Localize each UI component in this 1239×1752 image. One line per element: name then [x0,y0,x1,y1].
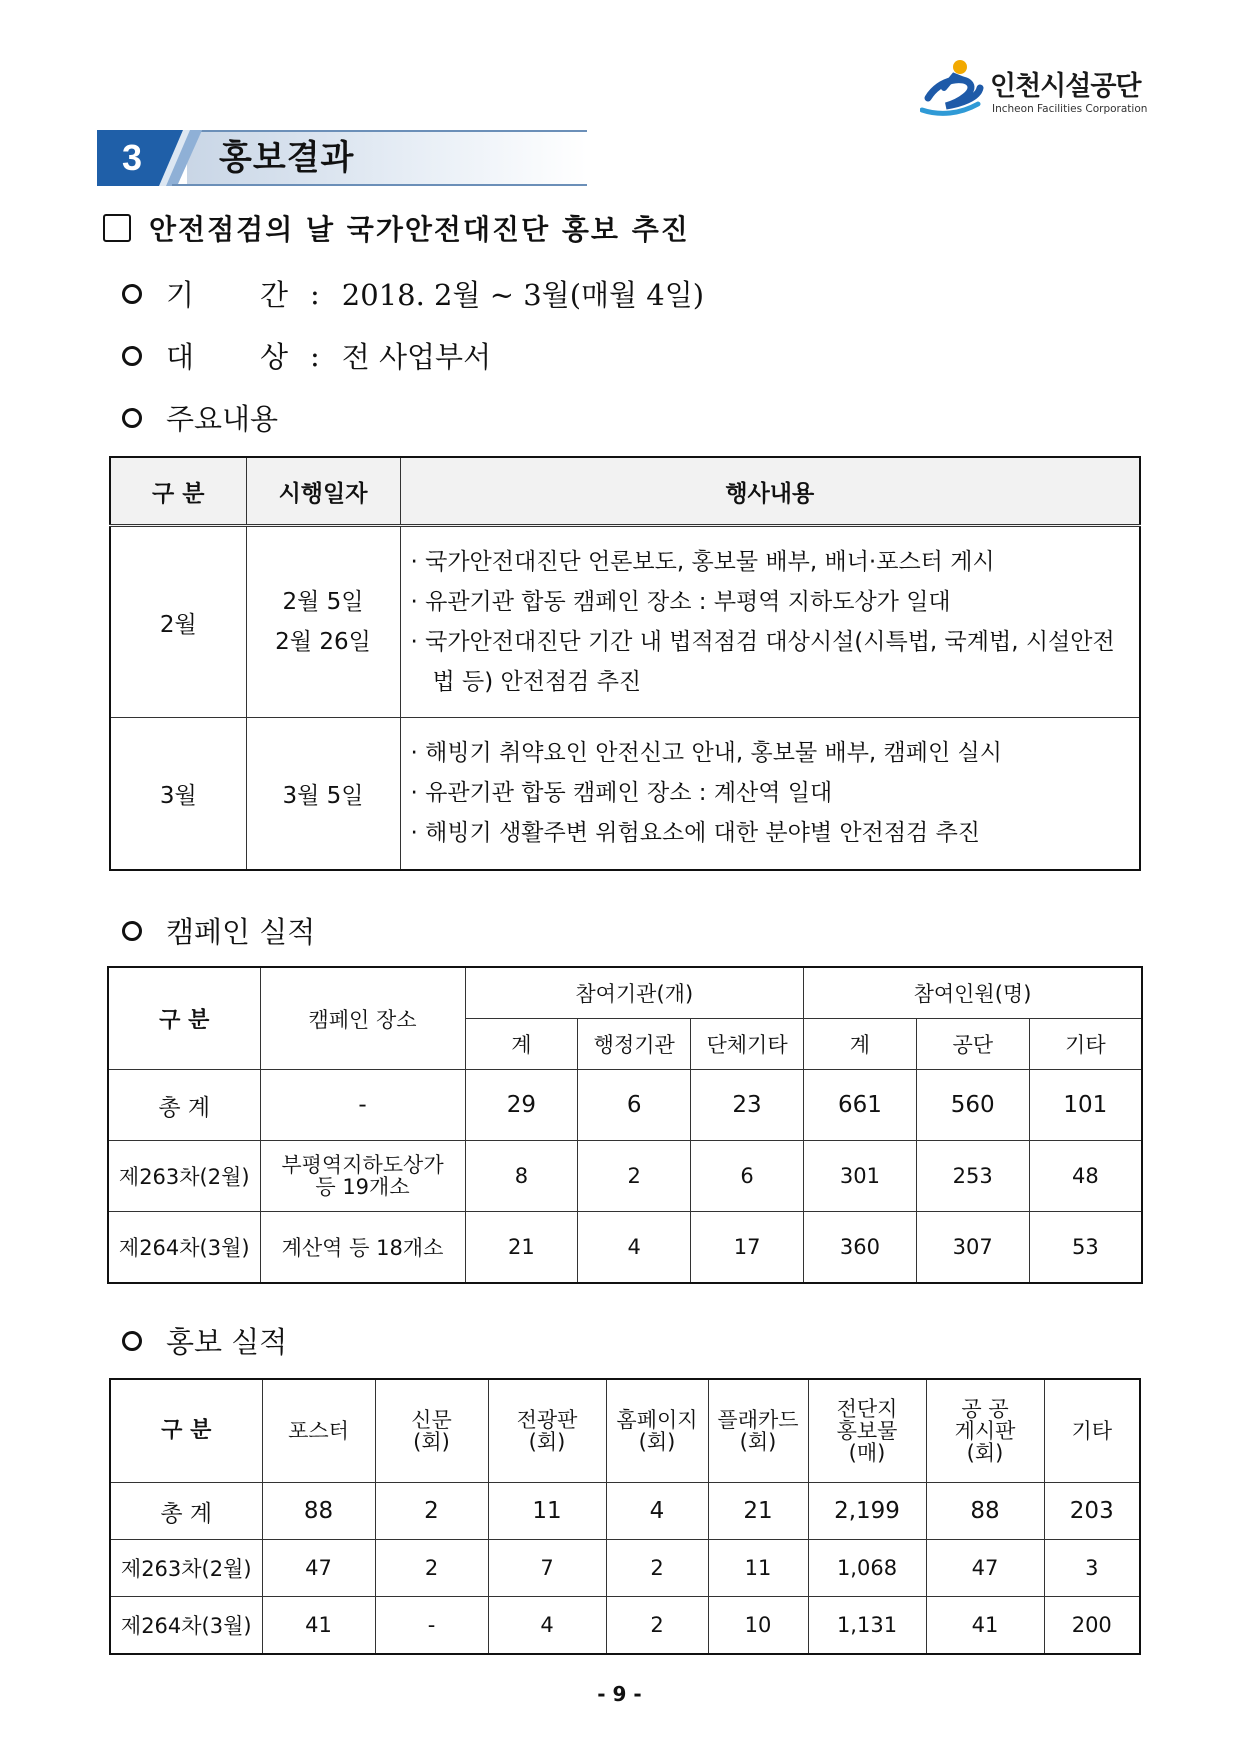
header-category: 구 분 [110,1379,262,1483]
cell: 203 [1044,1483,1140,1540]
row-dates [246,718,400,870]
table-row [110,1483,1140,1540]
cell: 1,131 [808,1597,926,1655]
cell: 47 [262,1540,375,1597]
main-content-label: 주요내용 [166,402,279,436]
cell: - [375,1597,488,1655]
heading-text: 안전점검의 날 국가안전대진단 홍보 추진 [149,213,690,246]
circle-bullet-icon [122,1331,142,1351]
cell: 3 [1044,1540,1140,1597]
row-label: 제264차(3월) [108,1212,260,1283]
circle-bullet-icon [122,346,142,366]
content-item: · 해빙기 취약요인 안전신고 안내, 홍보물 배부, 캠페인 실시 [410,740,1002,767]
logo-subtitle: Incheon Facilities Corporation [992,103,1148,115]
header-event: 행사내용 [400,457,1140,526]
cell: 29 [465,1070,578,1141]
cell: 2 [578,1141,691,1212]
row-label: 총 계 [110,1483,262,1540]
row-place: 계산역 등 18개소 [260,1212,465,1283]
date-item: 2월 5일 [282,589,364,615]
cell: 6 [691,1141,804,1212]
cell: 2 [375,1540,488,1597]
cell: 47 [926,1540,1044,1597]
checkbox-icon [103,214,131,242]
cell: 1,068 [808,1540,926,1597]
table-row [110,718,1140,870]
promo-line [122,1320,287,1361]
section-title: 홍보결과 [219,138,355,178]
row-place: 부평역지하도상가 등 19개소 [260,1141,465,1212]
cell: 200 [1044,1597,1140,1655]
table-row [108,1212,1142,1283]
cell: 11 [708,1540,808,1597]
row-content [400,526,1140,718]
main-content-line [122,397,278,438]
cell: 301 [803,1141,916,1212]
period-label-b: 간 [260,278,289,312]
date-item: 3월 5일 [282,782,364,809]
row-place: - [260,1070,465,1141]
cell: 48 [1029,1141,1142,1212]
header-poster: 포스터 [262,1379,375,1483]
subheader-orgs-total: 계 [465,1019,578,1070]
target-label-a: 대 [166,340,195,374]
row-content [400,718,1140,870]
period-label-a: 기 [166,278,195,312]
content-item: · 국가안전대진단 언론보도, 홍보물 배부, 배너·포스터 게시 [410,549,995,575]
header-billboard: 전광판 (회) [488,1379,606,1483]
section-line-bottom [172,184,587,186]
table-header-row [110,1379,1140,1483]
header-place: 캠페인 장소 [260,967,465,1070]
table-header-row [110,457,1140,526]
colon: : [310,276,320,311]
cell: 6 [578,1070,691,1141]
header-public-board: 공 공 게시판 (회) [926,1379,1044,1483]
period-value: 2018. 2월 ~ 3월(매월 4일) [341,278,705,312]
cell: 11 [488,1483,606,1540]
section-header [97,130,587,186]
cell: 53 [1029,1212,1142,1283]
header-people-group: 참여인원(명) [803,967,1142,1019]
logo-mark-icon [920,58,986,120]
subheader-orgs-other: 단체기타 [691,1019,804,1070]
promo-label: 홍보 실적 [166,1325,288,1359]
row-label: 제263차(2월) [110,1540,262,1597]
table-row [110,1540,1140,1597]
content-item: · 유관기관 합동 캠페인 장소 : 계산역 일대 [410,780,833,807]
row-month: 2월 [110,526,246,718]
header-other: 기타 [1044,1379,1140,1483]
cell: 4 [488,1597,606,1655]
table-row [108,1070,1142,1141]
subheader-people-total: 계 [803,1019,916,1070]
circle-bullet-icon [122,921,142,941]
cell: 307 [916,1212,1029,1283]
cell: 4 [578,1212,691,1283]
subheader-orgs-admin: 행정기관 [578,1019,691,1070]
row-label: 제263차(2월) [108,1141,260,1212]
company-logo [920,58,1150,128]
table-header-row [108,967,1142,1019]
row-label: 총 계 [108,1070,260,1141]
header-newspaper: 신문 (회) [375,1379,488,1483]
campaign-label: 캠페인 실적 [166,915,316,949]
target-label-b: 상 [260,340,289,374]
row-dates [246,526,400,718]
cell: 88 [926,1483,1044,1540]
cell: 7 [488,1540,606,1597]
cell: 23 [691,1070,804,1141]
content-item: · 유관기관 합동 캠페인 장소 : 부평역 지하도상가 일대 [410,589,951,615]
header-homepage: 홈페이지 (회) [606,1379,708,1483]
header-leaflet: 전단지 홍보물 (매) [808,1379,926,1483]
colon: : [310,338,320,373]
promotion-results-table [109,1378,1141,1655]
header-category: 구 분 [110,457,246,526]
cell: 2 [606,1597,708,1655]
row-label: 제264차(3월) [110,1597,262,1655]
cell: 2,199 [808,1483,926,1540]
cell: 88 [262,1483,375,1540]
cell: 253 [916,1141,1029,1212]
subheader-people-corp: 공단 [916,1019,1029,1070]
circle-bullet-icon [122,284,142,304]
content-item: · 해빙기 생활주변 위험요소에 대한 분야별 안전점검 추진 [410,820,981,847]
campaign-line [122,910,315,951]
header-date: 시행일자 [246,457,400,526]
header-orgs-group: 참여기관(개) [465,967,803,1019]
cell: 2 [606,1540,708,1597]
cell: 360 [803,1212,916,1283]
subsection-heading [103,208,690,248]
cell: 4 [606,1483,708,1540]
main-content-table [109,456,1141,871]
header-category: 구 분 [108,967,260,1070]
cell: 21 [708,1483,808,1540]
table-row [108,1141,1142,1212]
content-item: · 국가안전대진단 기간 내 법적점검 대상시설(시특법, 국계법, 시설안전법 등) 안전점검 추진 [410,629,1115,695]
cell: 17 [691,1212,804,1283]
table-row [110,526,1140,718]
cell: 560 [916,1070,1029,1141]
row-month: 3월 [110,718,246,870]
subheader-people-other: 기타 [1029,1019,1142,1070]
cell: 8 [465,1141,578,1212]
date-item: 2월 26일 [275,629,371,655]
cell: 101 [1029,1070,1142,1141]
cell: 21 [465,1212,578,1283]
cell: 2 [375,1483,488,1540]
section-number: 3 [121,137,143,178]
cell: 10 [708,1597,808,1655]
header-placard: 플래카드 (회) [708,1379,808,1483]
cell: 41 [262,1597,375,1655]
logo-name: 인천시설공단 [990,71,1141,102]
cell: 41 [926,1597,1044,1655]
circle-bullet-icon [122,408,142,428]
page-number: - 9 - [597,1682,642,1706]
table-row [110,1597,1140,1655]
campaign-results-table [107,966,1143,1284]
target-line [122,335,491,376]
target-value: 전 사업부서 [341,340,492,374]
cell: 661 [803,1070,916,1141]
period-line [122,273,704,314]
